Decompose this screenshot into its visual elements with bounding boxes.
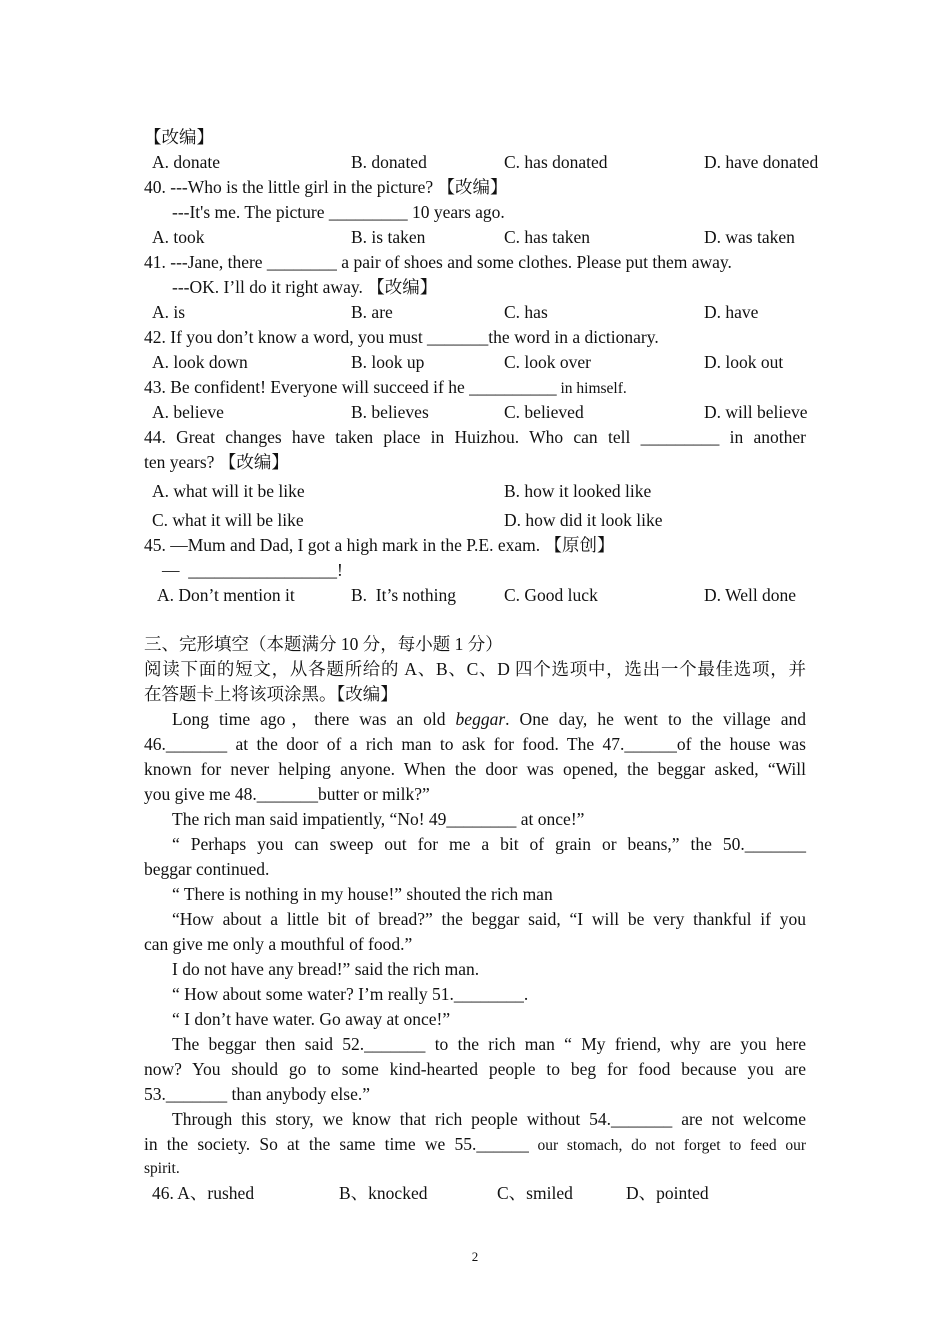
- passage-p8: “ I don’t have water. Go away at once!”: [172, 1009, 451, 1029]
- q42-option-d: D. look out: [704, 352, 784, 372]
- q43-option-b: B. believes: [351, 402, 429, 422]
- q40-option-a: A. took: [152, 227, 205, 247]
- passage-p9-line1: The beggar then said 52._______ to the rich man “ My friend, why are you here: [172, 1034, 806, 1054]
- passage-text-small: our stomach, do not forget to feed our: [528, 1137, 806, 1154]
- q41-answer-line: ---OK. I’ll do it right away. 【改编】: [172, 277, 438, 297]
- q45-option-d: D. Well done: [704, 585, 797, 605]
- q44-question: 44. Great changes have taken place in Huizhou. Who can tell _________ in another: [144, 427, 806, 447]
- q45-question: 45. —Mum and Dad, I got a high mark in the P.E. exam. 【原创】: [144, 535, 615, 555]
- q39-option-a: A. donate: [152, 152, 221, 172]
- q42-option-b: B. look up: [351, 352, 425, 372]
- q39-option-d: D. have donated: [704, 152, 819, 172]
- passage-p9-line3: 53._______ than anybody else.”: [144, 1084, 370, 1104]
- passage-p1-line4: you give me 48._______butter or milk?”: [144, 784, 430, 804]
- passage-p10-line3: spirit.: [144, 1160, 180, 1177]
- q39-option-c: C. has donated: [504, 152, 608, 172]
- passage-p4: “ There is nothing in my house!” shouted the rich man: [172, 884, 553, 904]
- q40-option-d: D. was taken: [704, 227, 795, 247]
- q41-option-a: A. is: [152, 302, 186, 322]
- q46-option-b: B、knocked: [339, 1183, 428, 1203]
- q41-option-d: D. have: [704, 302, 759, 322]
- tag-adapted: 【改编】: [144, 127, 214, 147]
- passage-p9-line2: now? You should go to some kind-hearted people to beg for food because you are: [144, 1059, 806, 1079]
- q43-option-c: C. believed: [504, 402, 584, 422]
- q41-option-c: C. has: [504, 302, 548, 322]
- q45-option-b: B. It’s nothing: [351, 585, 457, 605]
- q43-option-d: D. will believe: [704, 402, 808, 422]
- section-heading: 三、完形填空（本题满分 10 分，每小题 1 分）: [144, 634, 503, 654]
- passage-p1-line2: 46._______ at the door of a rich man to ask for food. The 47.______of the house was: [144, 734, 806, 754]
- q43-option-a: A. believe: [152, 402, 224, 422]
- q44-question-cont: ten years? 【改编】: [144, 452, 289, 472]
- q42-option-c: C. look over: [504, 352, 592, 372]
- q43-question: [144, 376, 627, 400]
- passage-italic-word: beggar: [455, 709, 506, 729]
- q44-option-a: A. what will it be like: [152, 481, 305, 501]
- passage-text: Long time ago，there was an old: [172, 709, 456, 729]
- passage-p7: “ How about some water? I’m really 51.________.: [172, 984, 529, 1004]
- passage-p2: The rich man said impatiently, “No! 49________ at once!”: [172, 809, 585, 829]
- q39-option-b: B. donated: [351, 152, 427, 172]
- q46-option-d: D、pointed: [626, 1183, 709, 1203]
- passage-text: . One day, he went to the village and: [505, 709, 806, 729]
- passage-p5-line2: can give me only a mouthful of food.”: [144, 934, 413, 954]
- passage-p5-line1: “How about a little bit of bread?” the beggar said, “I will be very thankful if you: [172, 909, 806, 929]
- passage-p3-line1: “ Perhaps you can sweep out for me a bit of grain or beans,” the 50._______: [172, 834, 806, 854]
- q40-option-c: C. has taken: [504, 227, 591, 247]
- q41-option-b: B. are: [351, 302, 393, 322]
- q44-option-b: B. how it looked like: [504, 481, 652, 501]
- passage-p1-line1: [172, 708, 806, 730]
- page-number: 2: [471, 1249, 479, 1264]
- section-instruction: 阅读下面的短文，从各题所给的 A、B、C、D 四个选项中，选出一个最佳选项，并: [144, 659, 806, 679]
- passage-p6: I do not have any bread!” said the rich man.: [172, 959, 480, 979]
- passage-p1-line3: known for never helping anyone. When the door was opened, the beggar asked, “Will: [144, 759, 806, 779]
- q45-answer-line: — _________________!: [162, 560, 343, 580]
- q41-question: 41. ---Jane, there ________ a pair of shoes and some clothes. Please put them away.: [144, 252, 732, 272]
- q40-question: 40. ---Who is the little girl in the picture? 【改编】: [144, 177, 508, 197]
- q46-option-a: 46. A、rushed: [152, 1183, 255, 1203]
- section-instruction-cont: 在答题卡上将该项涂黑。【改编】: [144, 684, 398, 704]
- q42-option-a: A. look down: [152, 352, 248, 372]
- passage-p10-line1: Through this story, we know that rich people without 54._______ are not welcome: [172, 1109, 806, 1129]
- q40-answer-line: ---It's me. The picture _________ 10 years ago.: [172, 202, 505, 222]
- q40-option-b: B. is taken: [351, 227, 426, 247]
- q45-option-a: A. Don’t mention it: [157, 585, 295, 605]
- passage-p3-line2: beggar continued.: [144, 859, 270, 879]
- q42-question: 42. If you don’t know a word, you must _______the word in a dictionary.: [144, 327, 659, 347]
- q43-question-tail: in himself.: [556, 380, 627, 397]
- q43-question-main: 43. Be confident! Everyone will succeed if he __________: [144, 377, 557, 397]
- q46-option-c: C、smiled: [497, 1183, 573, 1203]
- q44-option-c: C. what it will be like: [152, 510, 304, 530]
- passage-p10-line2: [144, 1133, 806, 1157]
- passage-text: in the society. So at the same time we 55.______: [144, 1134, 529, 1154]
- q45-option-c: C. Good luck: [504, 585, 598, 605]
- q44-option-d: D. how did it look like: [504, 510, 663, 530]
